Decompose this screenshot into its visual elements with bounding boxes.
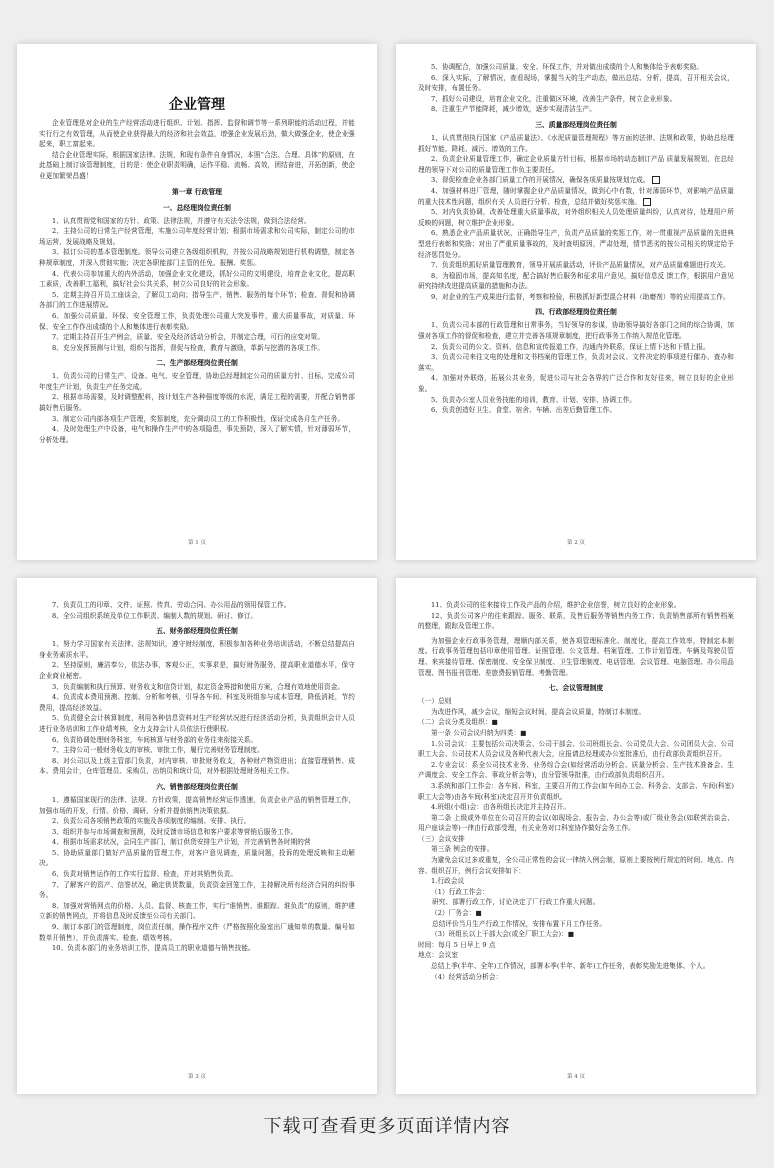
list-item: 7、了解客户的资产、信誉状况，确定供货数量，负责资金回笼工作，主持解决所有经济合同的纠纷事务。 [39,880,355,900]
list-item-text: 3、督促检查企业各部门质量工作的开展情况，确保各项质量按规划完成。 [431,176,650,185]
list-item: 4、负责成本费用预测、控制、分析和考核，引导各车间、科室及班组参与成本管理，降低消耗，节约费用，提高经济效益。 [39,693,355,712]
download-more-caption: 下载可查看更多页面详情内容 [263,1116,511,1137]
list-item: 1、努力学习国家有关法律、法规知识，遵守财经制度，积极参加各种业务培训活动，不断总结提高自身业务素质水平。 [39,640,355,659]
list-item: 5、负责健全会计核算制度，利用各种信息资料对生产经营状况进行经济活动分析，负责组织会计人员进行业务培训和工作业绩考核，全力支持会计人员依法行使职权。 [39,714,355,733]
list-item: 4、加强对外联络，拓展公共业务，促进公司与社会各界的广泛合作和友好往来，树立良好的企业形象。 [418,374,734,394]
list-item: 3、拟订公司的基本管理制度。领导公司建立各级组织机构，并按公司战略规划进行机构调整，制定各种规章制度，并深入贯彻实施；决定各职能部门主管的任免、报酬、奖惩。 [39,248,355,267]
list-item: 8、为稳固市场，提高知名度，配合搞好售后服务和征求用户意见，搞好信息反 馈工作，根据用户意见研究持续改进提高质量的措施和办法。 [418,271,734,291]
page-number: 第 3 页 [188,1074,206,1080]
list-item: 2、负责企业质量管理工作，确定企业质量方针目标，根据市场的动态制订产品 质量发展规划，在总经理的领导下对公司的质量管理工作负主要责任。 [418,155,734,174]
rule-line: 时间：每月 5 日早上 9 点 [418,940,496,949]
document-page-4 [396,578,756,1094]
list-item [418,186,734,207]
rule-line: （4）经营活动分析会： [431,972,503,981]
list-item: 6、负责创造好卫生、食堂、宿舍、车辆、出差后勤管理工作。 [431,406,617,415]
list-item: 3、负责公司来往文电的处理和文书档案的管理工作，负责对会议、文件决定的事项进行催办、查办和落实。 [418,353,734,372]
rule-line: 4.班组(小组)会：由各班组长决定并主持召开。 [431,803,571,812]
section-heading: 二、生产部经理岗位责任制 [156,359,238,368]
rule-line [418,728,734,739]
list-item: 2、负责公司的公文、资料、信息和宣传报道工作，沟通内外联系，保证上情下达和下情上报。 [431,342,710,351]
section-heading: 六、销售部经理岗位责任制 [156,782,238,791]
list-item: 1、负责公司的日常生产、设备、电气、安全管理，协助总经理制定公司的质量方针、目标，完成公司年度生产计划，负责生产任务完成。 [39,372,355,391]
list-item: 8、全公司组织系统及单位工作职责、编制人数的规划、研讨、修订。 [52,611,258,620]
rule-line [418,929,734,940]
list-item: 5、负责办公室人员业务技能的培训，教育、计划、安排、协调工作。 [431,395,637,404]
list-item: 10、负责本部门的业务培训工作，提高员工的职业道德与销售技能。 [52,944,255,953]
list-item: 5、对内负责协调，改善处理重大质量事故，对外组织相关人员处理质量纠纷，认真对待，处理用户所反映的问题，树立维护企业形象。 [418,208,734,227]
list-item: 9、制订本部门的管理制度，岗位责任制，操作程序文件（严格按照化验室出厂通知单的数量、编号如数单开销售），并负责落实、检查、绩效考核。 [39,923,355,942]
list-item: 4、代表公司参加重大的内外活动，加强企业文化建设，抓好公司的文明建设，培育企业文化，提高职工素质，改善职工福利，搞好社会公共关系，树立公司良好的社会形象。 [39,269,355,289]
list-item: 5、协调配合，加强公司质量、安全、环保工作，并对做出成绩的个人和集体给予表彰奖励。 [431,63,704,71]
rule-line [418,908,734,919]
rule-line: 为避免会议过多或重复，全公司正常性的会议一律纳入例会制，原则上要按例行规定的时间、地点、内容、组织召开，例行会议安排如下： [418,856,734,875]
rule-line: 地点：会议室 [418,951,459,960]
rule-line: 1.行政会议 [431,877,465,886]
list-item: 7、抓好公司建设，培育企业文化，注重做区环境，改善生产条件，树立企业形象。 [431,94,677,103]
list-item: 6、熟悉企业产品质量状况，正确指导生产，负责产品质量的奖惩工作，对一贯重视产品质量的先进典型进行表彰和奖励；对出了严重质量事故的，及时查明原因，严肃处理，情节恶劣的按公司相关的规定给予经济惩罚处分。 [418,229,734,259]
list-item: 1、认真贯彻执行国家《产品质量法》、《水泥质量管理规程》等方面的法律、法规和政策，协助总经理抓好节能、降耗、减污、增效的工作。 [418,133,734,153]
rule-line: （三）会议安排 [418,834,465,843]
intro-paragraph: 为加强企业行政事务管理，理顺内部关系，使各项管理标准化、制度化，提高工作效率，特制定本制度。行政事务管理包括印章使用管理、证照管理、公文管理、档案管理、工作计划管理、车辆及驾驶员管理、来宾接待管理、保密制度、安全保卫制度、卫生管理制度、电话管理、会议管理、电脑管理、办公用品管理、图书报刊管理、差旅费报销管理、考勤管理。 [418,636,734,677]
list-item: 3、负责编制和执行预算、财务收支和信贷计划，拟定资金筹措和使用方案，合理有效地使用资金。 [52,682,345,691]
list-item: 2、负责公司各项销售政策的实施及各项制度的编制、安排、执行。 [52,817,251,826]
list-item: 8、对公司以及上级主管部门负责，对内审核、审批财务收支，各种财产物资进出；直接管理销售、成本、费用会计，仓库管理员、采购员、出纳员和统计员，对外根据处理财务相关工作。 [39,756,355,776]
rule-line-text: （3）班组长以上干部大会(或全厂职工大会)： [431,930,568,939]
list-item: 8、充分发挥预测与计划，组织与指挥，督促与检查，教育与激励，革新与挖潜的各项工作。 [52,343,325,352]
rule-line-text: （二）会议分类及组织： [418,718,492,727]
list-item: 7、负责组织抓好质量管理教育，领导开展质量活动，评价产品质量情况，对产品质量难题进行攻关。 [431,261,730,270]
section-heading: 三、质量部经理岗位责任制 [535,120,617,129]
rule-line [418,717,734,728]
chapter-heading: 第一章 行政管理 [172,187,222,196]
list-item: 9、对企业的生产成果进行监督，考察和检验，积极抓好新型混合材料（助磨剂）等的应用提高工作。 [431,292,730,301]
rule-line: 第三条 例会的安排。 [431,845,494,854]
list-item: 1、负责公司本部的行政管理和日常事务，当好领导的参谋，协助领导搞好各部门之间的综合协调，加强对各项工作的督促和检查，建立并完善各项规章制度，把行政事务工作纳入规范化管理。 [418,321,734,341]
list-item: 1、遵循国家现行的法律、法规、方针政策，提高销售经营运作透速，负责企业产品的销售管理工作，加强市场的开发，行情、价格、调研、分析并提供销售决策依据。 [39,795,355,815]
section-heading: 四、行政部经理岗位责任制 [535,308,617,317]
list-item: 7、主持公司一般财务收支的审核、审批工作，履行完善财务管理制度。 [52,746,264,755]
list-item: 4、及时处理生产中设备，电气和操作生产中的各项隐患，事先预防，深入了解实情，针对薄弱环节，分析处理。 [39,425,355,444]
rule-line: （一）总则 [418,697,452,706]
list-item: 11、负责公司的往来接待工作及产品的介绍，维护企业信誉，树立良好的企业形象。 [431,601,681,609]
bullet-square-icon: ■ [475,909,482,918]
rule-line: 3.系统和部门工作会：各车间、科室，主要召开的工作会(如车间办工会、科务会、支部会、车间(科室)职工大会等)由各车间(科室)决定召开并负责组织。 [418,781,734,801]
list-item: 5、协助质量部门做好产品质量的管理工作，对客户意见调查，质量问题，投诉的处理反映和主动解决。 [39,848,355,868]
document-page-1 [17,44,377,560]
list-item [418,175,734,186]
intro-paragraph: 结合企业管理实际，根据国家法律、法规，和现有条件自身情况，本照“合法、合理、具体”的原则，在此基础上制订该管理制度，目的是：使企业职责明确，运作平稳、流畅、高效，团结奋进，开拓创新，使企业更加繁荣昌盛！ [39,150,355,180]
document-page-3 [17,578,377,1094]
checkbox-square-icon [643,198,651,206]
rule-line: 研究、部署行政工作，讨论决定了厂行政工作重大问题。 [432,898,600,907]
rule-line: 2.专业会议：系全公司技术业务、业务综合会(如经营活动分析会、质量分析会、生产技术准备会、生产调度会、安全工作会、事故分析会等)，由分管领导批准，由行政部负责组织召开。 [418,760,734,780]
list-item: 3、组织并参与市场调查和预测，及时反馈市场信息和客户要求等营销后服务工作。 [52,827,298,836]
list-item: 6、负责协调处理财务科室，车间核算与财务部的业务往来衔接关系。 [52,735,258,744]
list-item: 7、定期主持召开生产例会，质量、安全及经济活动分析会，并制定合理，可行的应变对策。 [52,333,325,342]
section-heading: 一、总经理岗位责任制 [163,203,231,212]
list-item: 5、定期主持召开员工座谈会，了解员工动向；指导生产、销售、服务的每个环节；检查、督促和协调各部门的工作进展情况。 [39,290,355,310]
list-item: 6、加强公司质量、环保、安全管理工作，负责处理公司重大突发事件，重大质量事故，对质量、环保、安全工作作出成绩的个人和集体进行表彰奖励。 [39,311,355,331]
bullet-square-icon: ■ [520,728,527,737]
section-heading: 七、会议管理制度 [548,684,604,693]
list-item: 8、注重生产节能降耗，减少增效，逐步实现清洁生产。 [431,105,596,114]
list-item: 1、认真贯彻党和国家的方针、政策、法律法规，并遵守有关法令法规，做到合法经营。 [52,216,311,225]
page-number: 第 4 页 [567,1074,585,1080]
list-item: 2、主持公司的日常生产经营管理，实施公司年度经营计划；根据市场需求和公司实际，制定公司的市场运营、发展战略及规划。 [39,227,355,246]
rule-line: （1）行政工作会： [431,887,489,896]
bullet-square-icon: ■ [491,718,498,727]
list-item: 8、加强对营销网点的价格、人员、监督、核查工作，实行“谁销售、谁跟踪、谁负责”的原则，维护建立新的销售网点，并将信息及时反馈至公司有关部门。 [39,901,355,921]
page-number: 第 2 页 [567,540,585,546]
rule-line: 总结上季(半年、全年)工作情况，部署本季(半年、新年)工作任务，表彰奖励先进集体、个人。 [431,962,710,970]
list-item: 3、制定公司内部各项生产管理，奖惩制度，充分调动员工的工作积极性，保证完成各月生产任务。 [52,414,345,423]
list-item: 7、负责员工的印章、文件、证照、传真、劳动合同、办公用品的领用保管工作。 [52,601,291,609]
rule-line: 第二条 上级或外单位在公司召开的会议(如现场会、报告会、办公会等)或厂级业务会(如联营治谈会、用户座谈会等)一律由行政部受理，有关业务对口科室协作做好会务工作。 [418,813,734,833]
section-heading: 五、财务部经理岗位责任制 [156,627,238,636]
intro-paragraph: 企业管理是对企业的生产经营活动进行组织、计划、指挥、监督和调节等一系列职能的活动过程，并能实行行之有效管理，从而使企业获得最大的经济和社会效益，增强企业发展后劲，做大做强企业，使企业强起来，职工富起来。 [39,119,355,149]
rule-line-text: （2）厂务会： [431,909,476,918]
rule-line: 总结评价当月生产行政工作情况，安排布置下月工作任务。 [432,919,607,928]
list-item: 2、坚持原则，廉洁奉公，依法办事，客观公正，实事求是，搞好财务服务，提高职业道德水平，保守企业商业秘密。 [39,661,355,680]
rule-line: 1.公司会议：主要包括公司决策会、公司干部会、公司班组长会、公司党员大会、公司团员大会、公司职工大会、公司技术人员会议及各种代表大会，应报请总经理或办公室批准后，由行政部负责组织召开。 [418,739,734,759]
list-item-text: 4、加强材料进厂管理，随时掌握企业产品质量情况，做到心中有数，针对薄弱环节，对影响产品质量的重大技术性问题，组织有关 人员进行分析、检查，总结并做好奖惩实施。 [418,186,734,206]
bullet-square-icon: ■ [567,930,575,939]
document-page-2 [396,44,756,560]
list-item: 4、根据市场需求状况，会同生产部门，制订供货安排生产计划，并完善销售各时期的营 [52,838,311,847]
checkbox-square-icon [652,176,660,184]
rule-line: 为改进作风，减少会议，缩短会议时间，提高会议质量，特制订本制度。 [431,707,646,716]
list-item: 2、根据市场需要，及时调整配料，按计划生产各种强度等级的水泥，满足工程的需要，并配合销售部搞好售后服务。 [39,393,355,413]
list-item: 6、深入实际，了解情况，查看现场，掌握当天的生产动态，做出总结、分析，提高，召开相关会议，及时安排，布置任务。 [418,73,734,93]
rule-line-text: 第一条 公司会议归纳为四类： [431,728,521,737]
list-item: 6、负责对销售运作的工作实行监督、检查，并对其销售负责。 [52,870,238,879]
page-number: 第 1 页 [188,540,206,546]
list-item: 12、负责公司客户的往来跟踪、服务、联系，及售后服务等销售内务工作；负责销售部所有销售档案的整理，跟踪及管理工作。 [418,611,734,631]
document-title: 企业管理 [169,97,225,113]
